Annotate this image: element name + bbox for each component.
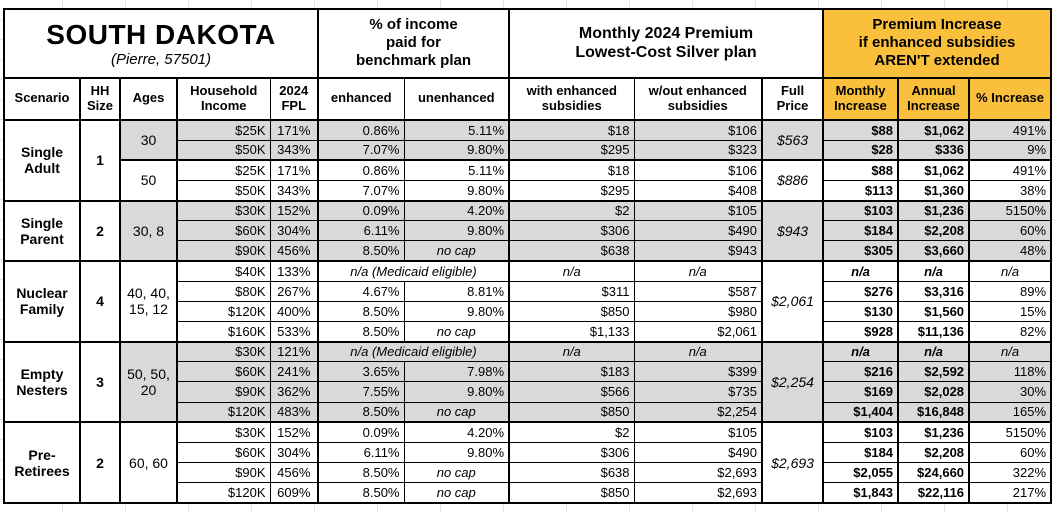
cell-pct-increase: n/a bbox=[969, 342, 1051, 362]
col-header-full-price: Full Price bbox=[762, 78, 823, 120]
cell-enhanced: 6.11% bbox=[318, 442, 404, 462]
cell-unenhanced: 8.81% bbox=[404, 281, 509, 301]
cell-enhanced: 3.65% bbox=[318, 362, 404, 382]
cell-enhanced: 8.50% bbox=[318, 463, 404, 483]
cell-with-subsidies: $18 bbox=[509, 160, 634, 180]
cell-fpl: 400% bbox=[270, 301, 318, 321]
cell-annual-increase: $1,560 bbox=[898, 301, 969, 321]
cell-full-price: $2,061 bbox=[762, 261, 823, 342]
cell-pct-increase: 491% bbox=[969, 160, 1051, 180]
cell-without-subsidies: $106 bbox=[634, 160, 762, 180]
cell-with-subsidies: $295 bbox=[509, 180, 634, 200]
cell-without-subsidies: $2,693 bbox=[634, 483, 762, 503]
cell-unenhanced: 9.80% bbox=[404, 140, 509, 160]
cell-annual-increase: $2,208 bbox=[898, 442, 969, 462]
cell-income: $40K bbox=[177, 261, 270, 281]
cell-enhanced: 8.50% bbox=[318, 241, 404, 261]
cell-pct-increase: 60% bbox=[969, 442, 1051, 462]
col-header-ages: Ages bbox=[120, 78, 177, 120]
cell-monthly-increase: $113 bbox=[823, 180, 898, 200]
cell-unenhanced: 7.98% bbox=[404, 362, 509, 382]
cell-without-subsidies: $399 bbox=[634, 362, 762, 382]
cell-fpl: 152% bbox=[270, 201, 318, 221]
cell-enhanced: 7.55% bbox=[318, 382, 404, 402]
table-row bbox=[4, 120, 1051, 140]
cell-unenhanced: 9.80% bbox=[404, 180, 509, 200]
cell-unenhanced: 9.80% bbox=[404, 301, 509, 321]
cell-annual-increase: $336 bbox=[898, 140, 969, 160]
cell-pct-increase: 118% bbox=[969, 362, 1051, 382]
cell-with-subsidies: $850 bbox=[509, 483, 634, 503]
cell-income: $30K bbox=[177, 422, 270, 442]
cell-with-subsidies: $638 bbox=[509, 463, 634, 483]
cell-with-subsidies: n/a bbox=[509, 342, 634, 362]
cell-enhanced: 8.50% bbox=[318, 301, 404, 321]
cell-full-price: $563 bbox=[762, 120, 823, 160]
cell-income: $90K bbox=[177, 463, 270, 483]
cell-unenhanced: no cap bbox=[404, 321, 509, 341]
cell-with-subsidies: $850 bbox=[509, 402, 634, 422]
cell-annual-increase: $2,592 bbox=[898, 362, 969, 382]
cell-annual-increase: $1,236 bbox=[898, 201, 969, 221]
cell-monthly-increase: $88 bbox=[823, 160, 898, 180]
col-header-enhanced: enhanced bbox=[318, 78, 404, 120]
col-header-monthly-increase: Monthly Increase bbox=[823, 78, 898, 120]
table-row bbox=[4, 261, 1051, 281]
increase-group-header bbox=[823, 9, 1051, 78]
cell-fpl: 152% bbox=[270, 422, 318, 442]
page-title: SOUTH DAKOTA bbox=[46, 18, 276, 50]
cell-enhanced: 0.09% bbox=[318, 422, 404, 442]
col-header-hh-size: HH Size bbox=[80, 78, 120, 120]
income-group-line: paid for bbox=[386, 34, 441, 52]
cell-monthly-increase: $184 bbox=[823, 442, 898, 462]
cell-income: $60K bbox=[177, 362, 270, 382]
cell-with-subsidies: $2 bbox=[509, 201, 634, 221]
cell-monthly-increase: $2,055 bbox=[823, 463, 898, 483]
cell-monthly-increase: $184 bbox=[823, 221, 898, 241]
cell-annual-increase: $2,208 bbox=[898, 221, 969, 241]
cell-fpl: 609% bbox=[270, 483, 318, 503]
cell-fpl: 304% bbox=[270, 442, 318, 462]
cell-pct-increase: 217% bbox=[969, 483, 1051, 503]
cell-without-subsidies: $323 bbox=[634, 140, 762, 160]
cell-without-subsidies: $2,254 bbox=[634, 402, 762, 422]
ages-cell: 40, 40, 15, 12 bbox=[120, 261, 177, 342]
cell-without-subsidies: $490 bbox=[634, 221, 762, 241]
cell-fpl: 304% bbox=[270, 221, 318, 241]
cell-without-subsidies: $735 bbox=[634, 382, 762, 402]
cell-pct-increase: 9% bbox=[969, 140, 1051, 160]
premium-group-line: Monthly 2024 Premium bbox=[578, 24, 754, 42]
increase-group-line: AREN'T extended bbox=[874, 52, 1000, 70]
cell-pct-increase: 322% bbox=[969, 463, 1051, 483]
cell-monthly-increase: $103 bbox=[823, 201, 898, 221]
cell-annual-increase: $22,116 bbox=[898, 483, 969, 503]
na-note-cell: n/a (Medicaid eligible) bbox=[318, 342, 509, 362]
cell-income: $90K bbox=[177, 382, 270, 402]
cell-pct-increase: 38% bbox=[969, 180, 1051, 200]
cell-with-subsidies: $2 bbox=[509, 422, 634, 442]
cell-without-subsidies: $2,061 bbox=[634, 321, 762, 341]
cell-pct-increase: 82% bbox=[969, 321, 1051, 341]
hh-size-cell: 2 bbox=[80, 201, 120, 261]
hh-size-cell: 1 bbox=[80, 120, 120, 201]
cell-with-subsidies: $295 bbox=[509, 140, 634, 160]
cell-fpl: 171% bbox=[270, 120, 318, 140]
cell-fpl: 362% bbox=[270, 382, 318, 402]
col-header-pct-increase: % Increase bbox=[969, 78, 1051, 120]
cell-income: $120K bbox=[177, 301, 270, 321]
cell-fpl: 133% bbox=[270, 261, 318, 281]
cell-without-subsidies: $2,693 bbox=[634, 463, 762, 483]
cell-unenhanced: no cap bbox=[404, 463, 509, 483]
cell-monthly-increase: $928 bbox=[823, 321, 898, 341]
cell-fpl: 121% bbox=[270, 342, 318, 362]
cell-unenhanced: no cap bbox=[404, 402, 509, 422]
ages-cell: 30 bbox=[120, 120, 177, 160]
increase-group-line: Premium Increase bbox=[872, 15, 1002, 33]
scenario-cell: Nuclear Family bbox=[4, 261, 80, 342]
page-subtitle: (Pierre, 57501) bbox=[110, 50, 212, 68]
cell-pct-increase: 30% bbox=[969, 382, 1051, 402]
cell-monthly-increase: $1,843 bbox=[823, 483, 898, 503]
cell-with-subsidies: $1,133 bbox=[509, 321, 634, 341]
cell-full-price: $2,693 bbox=[762, 422, 823, 503]
cell-with-subsidies: n/a bbox=[509, 261, 634, 281]
cell-enhanced: 6.11% bbox=[318, 221, 404, 241]
cell-enhanced: 4.67% bbox=[318, 281, 404, 301]
income-group-line: benchmark plan bbox=[355, 52, 472, 70]
cell-with-subsidies: $306 bbox=[509, 442, 634, 462]
cell-income: $60K bbox=[177, 442, 270, 462]
cell-income: $25K bbox=[177, 160, 270, 180]
hh-size-cell: 3 bbox=[80, 342, 120, 423]
ages-cell: 30, 8 bbox=[120, 201, 177, 261]
header-row bbox=[4, 9, 1051, 78]
cell-fpl: 456% bbox=[270, 241, 318, 261]
cell-without-subsidies: $408 bbox=[634, 180, 762, 200]
cell-annual-increase: $1,236 bbox=[898, 422, 969, 442]
scenario-cell: Single Adult bbox=[4, 120, 80, 201]
cell-income: $25K bbox=[177, 120, 270, 140]
cell-unenhanced: no cap bbox=[404, 241, 509, 261]
cell-annual-increase: $2,028 bbox=[898, 382, 969, 402]
cell-pct-increase: 491% bbox=[969, 120, 1051, 140]
cell-fpl: 343% bbox=[270, 140, 318, 160]
south-dakota-premium-table bbox=[3, 8, 1052, 504]
table-row bbox=[4, 160, 1051, 180]
table-row bbox=[4, 422, 1051, 442]
premium-group-header bbox=[509, 9, 823, 78]
cell-without-subsidies: $105 bbox=[634, 201, 762, 221]
cell-fpl: 456% bbox=[270, 463, 318, 483]
na-note-cell: n/a (Medicaid eligible) bbox=[318, 261, 509, 281]
cell-unenhanced: 4.20% bbox=[404, 201, 509, 221]
state-title-box bbox=[4, 9, 318, 78]
cell-monthly-increase: $305 bbox=[823, 241, 898, 261]
premium-group-line: Lowest-Cost Silver plan bbox=[575, 44, 757, 62]
cell-with-subsidies: $183 bbox=[509, 362, 634, 382]
cell-annual-increase: n/a bbox=[898, 261, 969, 281]
cell-without-subsidies: $980 bbox=[634, 301, 762, 321]
table-row bbox=[4, 201, 1051, 221]
cell-unenhanced: 5.11% bbox=[404, 160, 509, 180]
increase-group-line: if enhanced subsidies bbox=[858, 34, 1016, 52]
cell-annual-increase: $24,660 bbox=[898, 463, 969, 483]
cell-enhanced: 7.07% bbox=[318, 180, 404, 200]
cell-unenhanced: no cap bbox=[404, 483, 509, 503]
cell-full-price: $886 bbox=[762, 160, 823, 200]
cell-pct-increase: 48% bbox=[969, 241, 1051, 261]
ages-cell: 50 bbox=[120, 160, 177, 200]
cell-income: $30K bbox=[177, 201, 270, 221]
col-header-with-subsidies: with enhanced subsidies bbox=[509, 78, 634, 120]
cell-unenhanced: 5.11% bbox=[404, 120, 509, 140]
col-header-income: Household Income bbox=[177, 78, 270, 120]
cell-income: $50K bbox=[177, 140, 270, 160]
cell-pct-increase: 165% bbox=[969, 402, 1051, 422]
hh-size-cell: 2 bbox=[80, 422, 120, 503]
cell-fpl: 343% bbox=[270, 180, 318, 200]
cell-pct-increase: 60% bbox=[969, 221, 1051, 241]
cell-with-subsidies: $311 bbox=[509, 281, 634, 301]
cell-income: $90K bbox=[177, 241, 270, 261]
col-header-fpl: 2024 FPL bbox=[270, 78, 318, 120]
cell-pct-increase: 15% bbox=[969, 301, 1051, 321]
cell-monthly-increase: $103 bbox=[823, 422, 898, 442]
col-header-without-subsidies: w/out enhanced subsidies bbox=[634, 78, 762, 120]
cell-enhanced: 8.50% bbox=[318, 483, 404, 503]
cell-without-subsidies: $105 bbox=[634, 422, 762, 442]
cell-pct-increase: 5150% bbox=[969, 422, 1051, 442]
cell-income: $60K bbox=[177, 221, 270, 241]
cell-enhanced: 0.86% bbox=[318, 160, 404, 180]
cell-fpl: 267% bbox=[270, 281, 318, 301]
column-header-row bbox=[4, 78, 1051, 120]
cell-income: $160K bbox=[177, 321, 270, 341]
cell-monthly-increase: $88 bbox=[823, 120, 898, 140]
cell-income: $30K bbox=[177, 342, 270, 362]
cell-monthly-increase: $169 bbox=[823, 382, 898, 402]
cell-monthly-increase: $216 bbox=[823, 362, 898, 382]
cell-with-subsidies: $306 bbox=[509, 221, 634, 241]
cell-annual-increase: $1,062 bbox=[898, 120, 969, 140]
cell-enhanced: 8.50% bbox=[318, 321, 404, 341]
col-header-scenario: Scenario bbox=[4, 78, 80, 120]
ages-cell: 50, 50, 20 bbox=[120, 342, 177, 423]
scenario-cell: Single Parent bbox=[4, 201, 80, 261]
cell-unenhanced: 9.80% bbox=[404, 442, 509, 462]
table-row bbox=[4, 342, 1051, 362]
cell-annual-increase: $1,062 bbox=[898, 160, 969, 180]
cell-with-subsidies: $566 bbox=[509, 382, 634, 402]
cell-income: $50K bbox=[177, 180, 270, 200]
cell-monthly-increase: $276 bbox=[823, 281, 898, 301]
cell-annual-increase: $3,660 bbox=[898, 241, 969, 261]
cell-enhanced: 8.50% bbox=[318, 402, 404, 422]
cell-pct-increase: 5150% bbox=[969, 201, 1051, 221]
income-group-line: % of income bbox=[369, 15, 458, 33]
cell-enhanced: 0.86% bbox=[318, 120, 404, 140]
cell-with-subsidies: $18 bbox=[509, 120, 634, 140]
income-group-header bbox=[318, 9, 509, 78]
cell-pct-increase: n/a bbox=[969, 261, 1051, 281]
cell-monthly-increase: $130 bbox=[823, 301, 898, 321]
cell-annual-increase: $1,360 bbox=[898, 180, 969, 200]
cell-fpl: 171% bbox=[270, 160, 318, 180]
cell-unenhanced: 9.80% bbox=[404, 221, 509, 241]
scenario-cell: Empty Nesters bbox=[4, 342, 80, 423]
cell-without-subsidies: $587 bbox=[634, 281, 762, 301]
cell-fpl: 483% bbox=[270, 402, 318, 422]
cell-without-subsidies: $943 bbox=[634, 241, 762, 261]
cell-fpl: 533% bbox=[270, 321, 318, 341]
premium-table bbox=[3, 8, 1052, 504]
cell-without-subsidies: n/a bbox=[634, 342, 762, 362]
cell-with-subsidies: $638 bbox=[509, 241, 634, 261]
cell-monthly-increase: $1,404 bbox=[823, 402, 898, 422]
cell-annual-increase: $3,316 bbox=[898, 281, 969, 301]
cell-full-price: $943 bbox=[762, 201, 823, 261]
cell-with-subsidies: $850 bbox=[509, 301, 634, 321]
cell-income: $120K bbox=[177, 402, 270, 422]
cell-without-subsidies: n/a bbox=[634, 261, 762, 281]
cell-full-price: $2,254 bbox=[762, 342, 823, 423]
cell-income: $120K bbox=[177, 483, 270, 503]
cell-without-subsidies: $490 bbox=[634, 442, 762, 462]
cell-income: $80K bbox=[177, 281, 270, 301]
hh-size-cell: 4 bbox=[80, 261, 120, 342]
cell-without-subsidies: $106 bbox=[634, 120, 762, 140]
cell-enhanced: 7.07% bbox=[318, 140, 404, 160]
cell-monthly-increase: n/a bbox=[823, 261, 898, 281]
cell-annual-increase: $11,136 bbox=[898, 321, 969, 341]
cell-unenhanced: 4.20% bbox=[404, 422, 509, 442]
cell-fpl: 241% bbox=[270, 362, 318, 382]
cell-pct-increase: 89% bbox=[969, 281, 1051, 301]
col-header-annual-increase: Annual Increase bbox=[898, 78, 969, 120]
cell-enhanced: 0.09% bbox=[318, 201, 404, 221]
cell-unenhanced: 9.80% bbox=[404, 382, 509, 402]
cell-annual-increase: $16,848 bbox=[898, 402, 969, 422]
ages-cell: 60, 60 bbox=[120, 422, 177, 503]
scenario-cell: Pre-Retirees bbox=[4, 422, 80, 503]
cell-monthly-increase: n/a bbox=[823, 342, 898, 362]
cell-monthly-increase: $28 bbox=[823, 140, 898, 160]
col-header-unenhanced: unenhanced bbox=[404, 78, 509, 120]
cell-annual-increase: n/a bbox=[898, 342, 969, 362]
